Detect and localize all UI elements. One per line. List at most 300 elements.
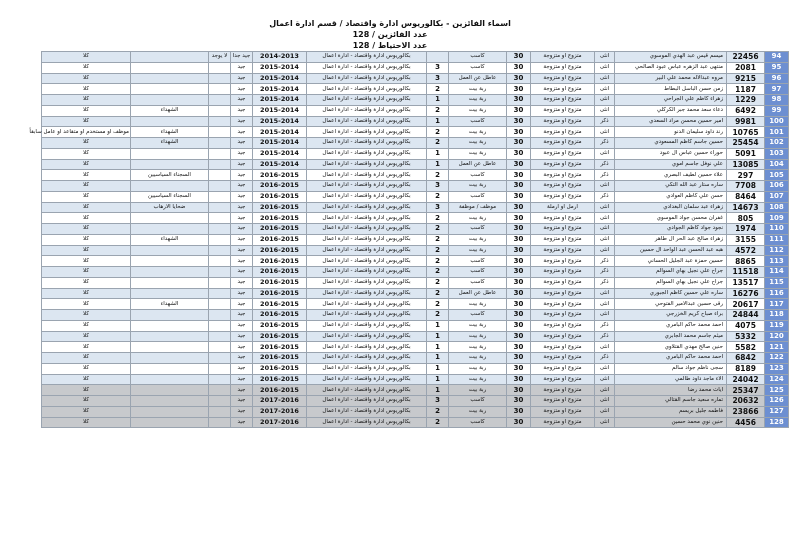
graduation-year-cell: 2015-2014 — [253, 84, 307, 95]
gender-cell: انثى — [595, 417, 615, 428]
spouse-job-cell: ربة بيت — [449, 138, 507, 149]
table-row — [42, 181, 789, 192]
note-cell: كلا — [42, 406, 131, 417]
note-cell: كلا — [42, 374, 131, 385]
graduation-year-cell: 2015-2014 — [253, 127, 307, 138]
marital-status-cell: متزوج او متزوجة — [531, 353, 595, 364]
gender-cell: انثى — [595, 224, 615, 235]
age-cell: 30 — [507, 385, 531, 396]
degree-cell: بكالوريوس ادارة واقتصاد - ادارة اعمال — [307, 256, 427, 267]
children-count-cell: 2 — [427, 234, 449, 245]
applicant-name-cell: رقى حسين عبدالامير الفتوحي — [615, 299, 727, 310]
category-cell — [131, 245, 209, 256]
age-cell: 30 — [507, 406, 531, 417]
note-cell: كلا — [42, 84, 131, 95]
spouse-job-cell: كاسب — [449, 396, 507, 407]
applicant-name-cell: رند داود سليمان الدنو — [615, 127, 727, 138]
children-count-cell: 2 — [427, 277, 449, 288]
table-row — [42, 385, 789, 396]
row-number-cell: 126 — [765, 396, 789, 407]
note-cell: كلا — [42, 277, 131, 288]
degree-cell: بكالوريوس ادارة واقتصاد - ادارة اعمال — [307, 331, 427, 342]
gender-cell: انثى — [595, 385, 615, 396]
degree-cell: بكالوريوس ادارة واقتصاد - ادارة اعمال — [307, 148, 427, 159]
gender-cell: ذكر — [595, 138, 615, 149]
degree-cell: بكالوريوس ادارة واقتصاد - ادارة اعمال — [307, 127, 427, 138]
degree-cell: بكالوريوس ادارة واقتصاد - ادارة اعمال — [307, 170, 427, 181]
category-cell — [131, 310, 209, 321]
children-count-cell: 2 — [427, 245, 449, 256]
row-number-cell: 116 — [765, 288, 789, 299]
spouse-job-cell: ربة بيت — [449, 299, 507, 310]
category-cell: السجناء السياسيين — [131, 170, 209, 181]
row-number-cell: 122 — [765, 353, 789, 364]
age-cell: 30 — [507, 310, 531, 321]
category-cell — [131, 363, 209, 374]
table-row — [42, 234, 789, 245]
degree-cell: بكالوريوس ادارة واقتصاد - ادارة اعمال — [307, 105, 427, 116]
table-row — [42, 353, 789, 364]
category-cell: الشهداء — [131, 105, 209, 116]
marital-status-cell: متزوج او متزوجة — [531, 224, 595, 235]
table-row — [42, 267, 789, 278]
category-cell — [131, 52, 209, 63]
marital-status-cell: متزوج او متزوجة — [531, 170, 595, 181]
note-cell: موظف او مستخدم او متقاعد او عامل سابقاً — [42, 127, 131, 138]
applicant-id-cell: 14673 — [727, 202, 765, 213]
degree-cell: بكالوريوس ادارة واقتصاد - ادارة اعمال — [307, 288, 427, 299]
table-row — [42, 256, 789, 267]
extra-flag-cell — [209, 310, 231, 321]
degree-cell: بكالوريوس ادارة واقتصاد - ادارة اعمال — [307, 224, 427, 235]
table-row — [42, 342, 789, 353]
extra-flag-cell — [209, 256, 231, 267]
extra-flag-cell — [209, 138, 231, 149]
children-count-cell: 2 — [427, 406, 449, 417]
graduation-year-cell: 2016-2015 — [253, 374, 307, 385]
applicant-name-cell: مروه عبدالاله محمد علي البير — [615, 73, 727, 84]
marital-status-cell: متزوج او متزوجة — [531, 84, 595, 95]
degree-cell: بكالوريوس ادارة واقتصاد - ادارة اعمال — [307, 181, 427, 192]
applicant-name-cell: جراح علي نجيل بهاي السوالم — [615, 267, 727, 278]
winners-count: عدد الفائزين / 128 — [352, 30, 428, 39]
degree-cell: بكالوريوس ادارة واقتصاد - ادارة اعمال — [307, 191, 427, 202]
note-cell: كلا — [42, 213, 131, 224]
grade-cell: جيد — [231, 256, 253, 267]
age-cell: 30 — [507, 84, 531, 95]
applicant-id-cell: 13517 — [727, 277, 765, 288]
note-cell: كلا — [42, 385, 131, 396]
row-number-cell: 113 — [765, 256, 789, 267]
applicant-name-cell: علي نوفل جاسم اموي — [615, 159, 727, 170]
gender-cell: انثى — [595, 406, 615, 417]
spouse-job-cell: كاسب — [449, 116, 507, 127]
table-row — [42, 288, 789, 299]
children-count-cell: 2 — [427, 267, 449, 278]
grade-cell: جيد — [231, 374, 253, 385]
graduation-year-cell: 2016-2015 — [253, 331, 307, 342]
degree-cell: بكالوريوس ادارة واقتصاد - ادارة اعمال — [307, 202, 427, 213]
grade-cell: جيد — [231, 105, 253, 116]
age-cell: 30 — [507, 95, 531, 106]
spouse-job-cell: ربة بيت — [449, 148, 507, 159]
degree-cell: بكالوريوس ادارة واقتصاد - ادارة اعمال — [307, 310, 427, 321]
graduation-year-cell: 2015-2014 — [253, 95, 307, 106]
children-count-cell: 2 — [427, 299, 449, 310]
grade-cell: جيد — [231, 202, 253, 213]
applicant-name-cell: جراح علي نجيل بهاي السوالم — [615, 277, 727, 288]
document-header — [0, 18, 780, 51]
applicant-id-cell: 8865 — [727, 256, 765, 267]
age-cell: 30 — [507, 73, 531, 84]
graduation-year-cell: 2015-2014 — [253, 73, 307, 84]
note-cell: كلا — [42, 105, 131, 116]
spouse-job-cell: كاسب — [449, 170, 507, 181]
marital-status-cell: متزوج او متزوجة — [531, 320, 595, 331]
extra-flag-cell — [209, 202, 231, 213]
marital-status-cell: متزوج او متزوجة — [531, 52, 595, 63]
spouse-job-cell: كاسب — [449, 417, 507, 428]
gender-cell: انثى — [595, 234, 615, 245]
applicant-id-cell: 2081 — [727, 62, 765, 73]
winners-table — [29, 51, 789, 428]
category-cell — [131, 406, 209, 417]
category-cell — [131, 256, 209, 267]
extra-flag-cell — [209, 234, 231, 245]
gender-cell: ذكر — [595, 320, 615, 331]
graduation-year-cell: 2016-2015 — [253, 170, 307, 181]
extra-flag-cell — [209, 127, 231, 138]
spouse-job-cell: ربة بيت — [449, 181, 507, 192]
extra-flag-cell — [209, 73, 231, 84]
graduation-year-cell: 2015-2014 — [253, 116, 307, 127]
category-cell — [131, 159, 209, 170]
degree-cell: بكالوريوس ادارة واقتصاد - ادارة اعمال — [307, 267, 427, 278]
grade-cell: جيد — [231, 299, 253, 310]
note-cell: كلا — [42, 191, 131, 202]
graduation-year-cell: 2015-2014 — [253, 148, 307, 159]
age-cell: 30 — [507, 277, 531, 288]
children-count-cell: 1 — [427, 342, 449, 353]
extra-flag-cell — [209, 277, 231, 288]
children-count-cell: 3 — [427, 396, 449, 407]
extra-flag-cell — [209, 288, 231, 299]
applicant-id-cell: 13085 — [727, 159, 765, 170]
graduation-year-cell: 2016-2015 — [253, 299, 307, 310]
grade-cell: جيد — [231, 277, 253, 288]
note-cell: كلا — [42, 299, 131, 310]
children-count-cell: 2 — [427, 105, 449, 116]
category-cell — [131, 267, 209, 278]
gender-cell: انثى — [595, 213, 615, 224]
gender-cell: انثى — [595, 105, 615, 116]
applicant-name-cell: منتهى عبد الزهره عباس عبود الصالحي — [615, 62, 727, 73]
degree-cell: بكالوريوس ادارة واقتصاد - ادارة اعمال — [307, 95, 427, 106]
age-cell: 30 — [507, 417, 531, 428]
children-count-cell: 1 — [427, 353, 449, 364]
marital-status-cell: متزوج او متزوجة — [531, 138, 595, 149]
applicant-name-cell: ساره ستار عبد الله التكي — [615, 181, 727, 192]
category-cell: الشهداء — [131, 138, 209, 149]
note-cell: كلا — [42, 95, 131, 106]
row-number-cell: 124 — [765, 374, 789, 385]
children-count-cell: 1 — [427, 159, 449, 170]
category-cell: السجناء السياسيين — [131, 191, 209, 202]
applicant-name-cell: نجود جواد كاظم الجوادي — [615, 224, 727, 235]
row-number-cell: 125 — [765, 385, 789, 396]
table-row — [42, 320, 789, 331]
note-cell: كلا — [42, 138, 131, 149]
applicant-id-cell: 297 — [727, 170, 765, 181]
gender-cell: انثى — [595, 396, 615, 407]
degree-cell: بكالوريوس ادارة واقتصاد - ادارة اعمال — [307, 417, 427, 428]
row-number-cell: 121 — [765, 342, 789, 353]
marital-status-cell: متزوج او متزوجة — [531, 127, 595, 138]
applicant-name-cell: فاطمه جليل بريسم — [615, 406, 727, 417]
age-cell: 30 — [507, 181, 531, 192]
extra-flag-cell — [209, 224, 231, 235]
note-cell: كلا — [42, 181, 131, 192]
spouse-job-cell: ربة بيت — [449, 245, 507, 256]
graduation-year-cell: 2016-2015 — [253, 363, 307, 374]
degree-cell: بكالوريوس ادارة واقتصاد - ادارة اعمال — [307, 320, 427, 331]
grade-cell: جيد — [231, 331, 253, 342]
grade-cell: جيد — [231, 224, 253, 235]
applicant-id-cell: 1974 — [727, 224, 765, 235]
table-row — [42, 202, 789, 213]
marital-status-cell: متزوج او متزوجة — [531, 288, 595, 299]
applicant-name-cell: زهراء صالح عبد الحر ال طاهر — [615, 234, 727, 245]
row-number-cell: 111 — [765, 234, 789, 245]
marital-status-cell: متزوج او متزوجة — [531, 277, 595, 288]
row-number-cell: 106 — [765, 181, 789, 192]
age-cell: 30 — [507, 224, 531, 235]
applicant-id-cell: 1229 — [727, 95, 765, 106]
graduation-year-cell: 2016-2015 — [253, 288, 307, 299]
age-cell: 30 — [507, 213, 531, 224]
grade-cell: جيد — [231, 320, 253, 331]
age-cell: 30 — [507, 299, 531, 310]
table-row — [42, 105, 789, 116]
extra-flag-cell — [209, 299, 231, 310]
marital-status-cell: متزوج او متزوجة — [531, 245, 595, 256]
table-row — [42, 363, 789, 374]
applicant-id-cell: 23866 — [727, 406, 765, 417]
age-cell: 30 — [507, 288, 531, 299]
spouse-job-cell: كاسب — [449, 277, 507, 288]
marital-status-cell: متزوج او متزوجة — [531, 159, 595, 170]
extra-flag-cell — [209, 245, 231, 256]
category-cell — [131, 116, 209, 127]
table-row — [42, 116, 789, 127]
note-cell: كلا — [42, 363, 131, 374]
row-number-cell: 110 — [765, 224, 789, 235]
table-row — [42, 84, 789, 95]
row-number-cell: 100 — [765, 116, 789, 127]
graduation-year-cell: 2016-2015 — [253, 202, 307, 213]
row-number-cell: 102 — [765, 138, 789, 149]
applicant-name-cell: حنين صالح مهدي القتلاوي — [615, 342, 727, 353]
row-number-cell: 114 — [765, 267, 789, 278]
category-cell — [131, 224, 209, 235]
degree-cell: بكالوريوس ادارة واقتصاد - ادارة اعمال — [307, 385, 427, 396]
degree-cell: بكالوريوس ادارة واقتصاد - ادارة اعمال — [307, 353, 427, 364]
marital-status-cell: متزوج او متزوجة — [531, 331, 595, 342]
category-cell — [131, 277, 209, 288]
marital-status-cell: متزوج او متزوجة — [531, 406, 595, 417]
gender-cell: انثى — [595, 73, 615, 84]
row-number-cell: 95 — [765, 62, 789, 73]
row-number-cell: 104 — [765, 159, 789, 170]
note-cell: كلا — [42, 342, 131, 353]
row-number-cell: 109 — [765, 213, 789, 224]
age-cell: 30 — [507, 267, 531, 278]
winners-table-container — [29, 51, 784, 428]
graduation-year-cell: 2016-2015 — [253, 320, 307, 331]
extra-flag-cell: لا يوجد — [209, 52, 231, 63]
age-cell: 30 — [507, 363, 531, 374]
marital-status-cell: متزوج او متزوجة — [531, 148, 595, 159]
grade-cell: جيد — [231, 417, 253, 428]
row-number-cell: 94 — [765, 52, 789, 63]
row-number-cell: 105 — [765, 170, 789, 181]
category-cell — [131, 73, 209, 84]
gender-cell: انثى — [595, 245, 615, 256]
applicant-id-cell: 20632 — [727, 396, 765, 407]
category-cell — [131, 148, 209, 159]
grade-cell: جيد — [231, 342, 253, 353]
spouse-job-cell: ربة بيت — [449, 234, 507, 245]
applicant-id-cell: 805 — [727, 213, 765, 224]
applicant-name-cell: ساره علي حسين كاظم الجبوري — [615, 288, 727, 299]
children-count-cell: 1 — [427, 148, 449, 159]
table-row — [42, 299, 789, 310]
degree-cell: بكالوريوس ادارة واقتصاد - ادارة اعمال — [307, 73, 427, 84]
category-cell: الشهداء — [131, 127, 209, 138]
table-row — [42, 213, 789, 224]
marital-status-cell: متزوج او متزوجة — [531, 181, 595, 192]
table-row — [42, 127, 789, 138]
children-count-cell: 2 — [427, 213, 449, 224]
children-count-cell: 2 — [427, 310, 449, 321]
spouse-job-cell: ربة بيت — [449, 84, 507, 95]
row-number-cell: 97 — [765, 84, 789, 95]
marital-status-cell: متزوج او متزوجة — [531, 385, 595, 396]
note-cell: كلا — [42, 288, 131, 299]
spouse-job-cell: ربة بيت — [449, 320, 507, 331]
gender-cell: انثى — [595, 363, 615, 374]
table-row — [42, 310, 789, 321]
graduation-year-cell: 2015-2014 — [253, 159, 307, 170]
graduation-year-cell: 2016-2015 — [253, 245, 307, 256]
applicant-id-cell: 11518 — [727, 267, 765, 278]
age-cell: 30 — [507, 234, 531, 245]
gender-cell: ذكر — [595, 353, 615, 364]
extra-flag-cell — [209, 148, 231, 159]
applicant-name-cell: دعاء سعد محمد جبر الكركلي — [615, 105, 727, 116]
grade-cell: جيد جدا — [231, 52, 253, 63]
grade-cell: جيد — [231, 310, 253, 321]
spouse-job-cell: كاسب — [449, 267, 507, 278]
children-count-cell: 1 — [427, 374, 449, 385]
applicant-id-cell: 4572 — [727, 245, 765, 256]
extra-flag-cell — [209, 181, 231, 192]
gender-cell: انثى — [595, 127, 615, 138]
table-row — [42, 374, 789, 385]
category-cell — [131, 396, 209, 407]
applicant-id-cell: 3155 — [727, 234, 765, 245]
table-row — [42, 148, 789, 159]
note-cell: كلا — [42, 62, 131, 73]
age-cell: 30 — [507, 320, 531, 331]
category-cell: الشهداء — [131, 234, 209, 245]
marital-status-cell: متزوج او متزوجة — [531, 299, 595, 310]
gender-cell: انثى — [595, 62, 615, 73]
row-number-cell: 117 — [765, 299, 789, 310]
applicant-id-cell: 24844 — [727, 310, 765, 321]
spouse-job-cell: ربة بيت — [449, 406, 507, 417]
extra-flag-cell — [209, 417, 231, 428]
graduation-year-cell: 2016-2015 — [253, 385, 307, 396]
marital-status-cell: متزوج او متزوجة — [531, 213, 595, 224]
spouse-job-cell: ربة بيت — [449, 374, 507, 385]
table-row — [42, 159, 789, 170]
marital-status-cell: متزوج او متزوجة — [531, 73, 595, 84]
children-count-cell: 2 — [427, 256, 449, 267]
table-row — [42, 245, 789, 256]
degree-cell: بكالوريوس ادارة واقتصاد - ادارة اعمال — [307, 84, 427, 95]
degree-cell: بكالوريوس ادارة واقتصاد - ادارة اعمال — [307, 299, 427, 310]
degree-cell: بكالوريوس ادارة واقتصاد - ادارة اعمال — [307, 363, 427, 374]
graduation-year-cell: 2016-2015 — [253, 256, 307, 267]
degree-cell: بكالوريوس ادارة واقتصاد - ادارة اعمال — [307, 342, 427, 353]
children-count-cell: 2 — [427, 417, 449, 428]
row-number-cell: 99 — [765, 105, 789, 116]
degree-cell: بكالوريوس ادارة واقتصاد - ادارة اعمال — [307, 277, 427, 288]
note-cell: كلا — [42, 148, 131, 159]
marital-status-cell: متزوج او متزوجة — [531, 417, 595, 428]
gender-cell: انثى — [595, 202, 615, 213]
graduation-year-cell: 2016-2015 — [253, 267, 307, 278]
applicant-name-cell: حسن علي كاظم العوادي — [615, 191, 727, 202]
applicant-name-cell: ايات محمد رضا — [615, 385, 727, 396]
graduation-year-cell: 2016-2015 — [253, 342, 307, 353]
row-number-cell: 115 — [765, 277, 789, 288]
spouse-job-cell: عاطل عن العمل — [449, 73, 507, 84]
spouse-job-cell: كاسب — [449, 224, 507, 235]
extra-flag-cell — [209, 363, 231, 374]
applicant-id-cell: 5332 — [727, 331, 765, 342]
marital-status-cell: متزوج او متزوجة — [531, 116, 595, 127]
row-number-cell: 98 — [765, 95, 789, 106]
note-cell: كلا — [42, 73, 131, 84]
marital-status-cell: ارمل او ارملة — [531, 202, 595, 213]
graduation-year-cell: 2014-2013 — [253, 52, 307, 63]
extra-flag-cell — [209, 406, 231, 417]
category-cell — [131, 374, 209, 385]
note-cell: كلا — [42, 116, 131, 127]
gender-cell: ذكر — [595, 331, 615, 342]
grade-cell: جيد — [231, 191, 253, 202]
marital-status-cell: متزوج او متزوجة — [531, 363, 595, 374]
table-row — [42, 224, 789, 235]
children-count-cell: 1 — [427, 331, 449, 342]
marital-status-cell: متزوج او متزوجة — [531, 267, 595, 278]
document-title: اسماء الفائزين - بكالوريوس ادارة واقتصاد / قسم ادارة اعمال — [269, 19, 511, 28]
category-cell — [131, 417, 209, 428]
applicant-id-cell: 5091 — [727, 148, 765, 159]
row-number-cell: 128 — [765, 417, 789, 428]
